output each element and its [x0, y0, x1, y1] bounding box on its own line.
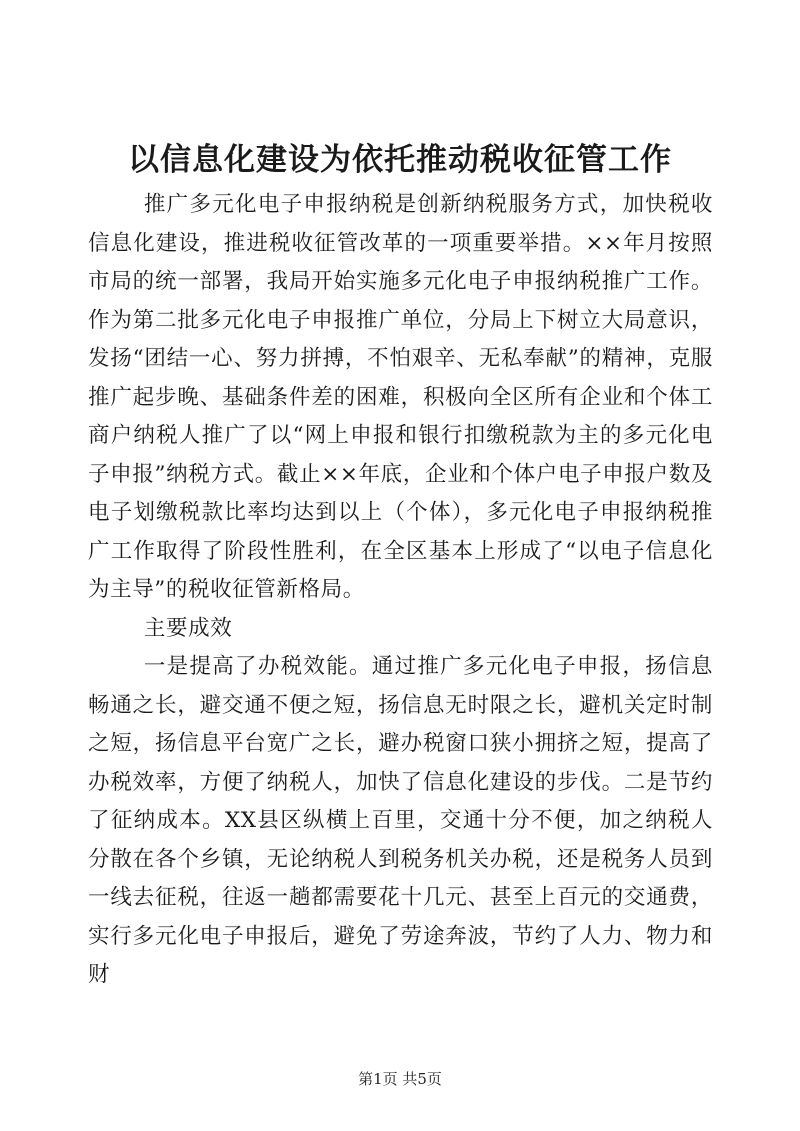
section-paragraph: 一是提高了办税效能。通过推广多元化电子申报，扬信息畅通之长，避交通不便之短，扬信息无时限之长，避机关定时制之短，扬信息平台宽广之长，避办税窗口狭小拥挤之短，提高了办税效率，方便了纳税人，加快了信息化建设的步伐。二是节约了征纳成本。XX县区纵横上百里，交通十分不便，加之纳税人分散在各个乡镇，无论纳税人到税务机关办税，还是税务人员到一线去征税，往返一趟都需要花十几元、甚至上百元的交通费，实行多元化电子申报后，避免了劳途奔波，节约了人力、物力和财	[88, 654, 713, 987]
page-footer	[0, 1069, 800, 1089]
document-title: 以信息化建设为依托推动税收征管工作	[128, 142, 672, 178]
section-heading: 主要成效	[143, 615, 233, 641]
document-body	[88, 186, 713, 995]
page-number-label: 第1页 共5页	[358, 1070, 442, 1088]
intro-paragraph: 推广多元化电子申报纳税是创新纳税服务方式，加快税收信息化建设，推进税收征管改革的一项重要举措。××年月按照市局的统一部署，我局开始实施多元化电子申报纳税推广工作。作为第二批多元化电子申报推广单位，分局上下树立大局意识，发扬“团结一心、努力拼搏，不怕艰辛、无私奉献”的精神，克服推广起步晚、基础条件差的困难，积极向全区所有企业和个体工商户纳税人推广了以“网上申报和银行扣缴税款为主的多元化电子申报”纳税方式。截止××年底，企业和个体户电子申报户数及电子划缴税款比率均达到以上（个体），多元化电子申报纳税推广工作取得了阶段性胜利，在全区基本上形成了“以电子信息化为主导”的税收征管新格局。	[88, 192, 713, 602]
